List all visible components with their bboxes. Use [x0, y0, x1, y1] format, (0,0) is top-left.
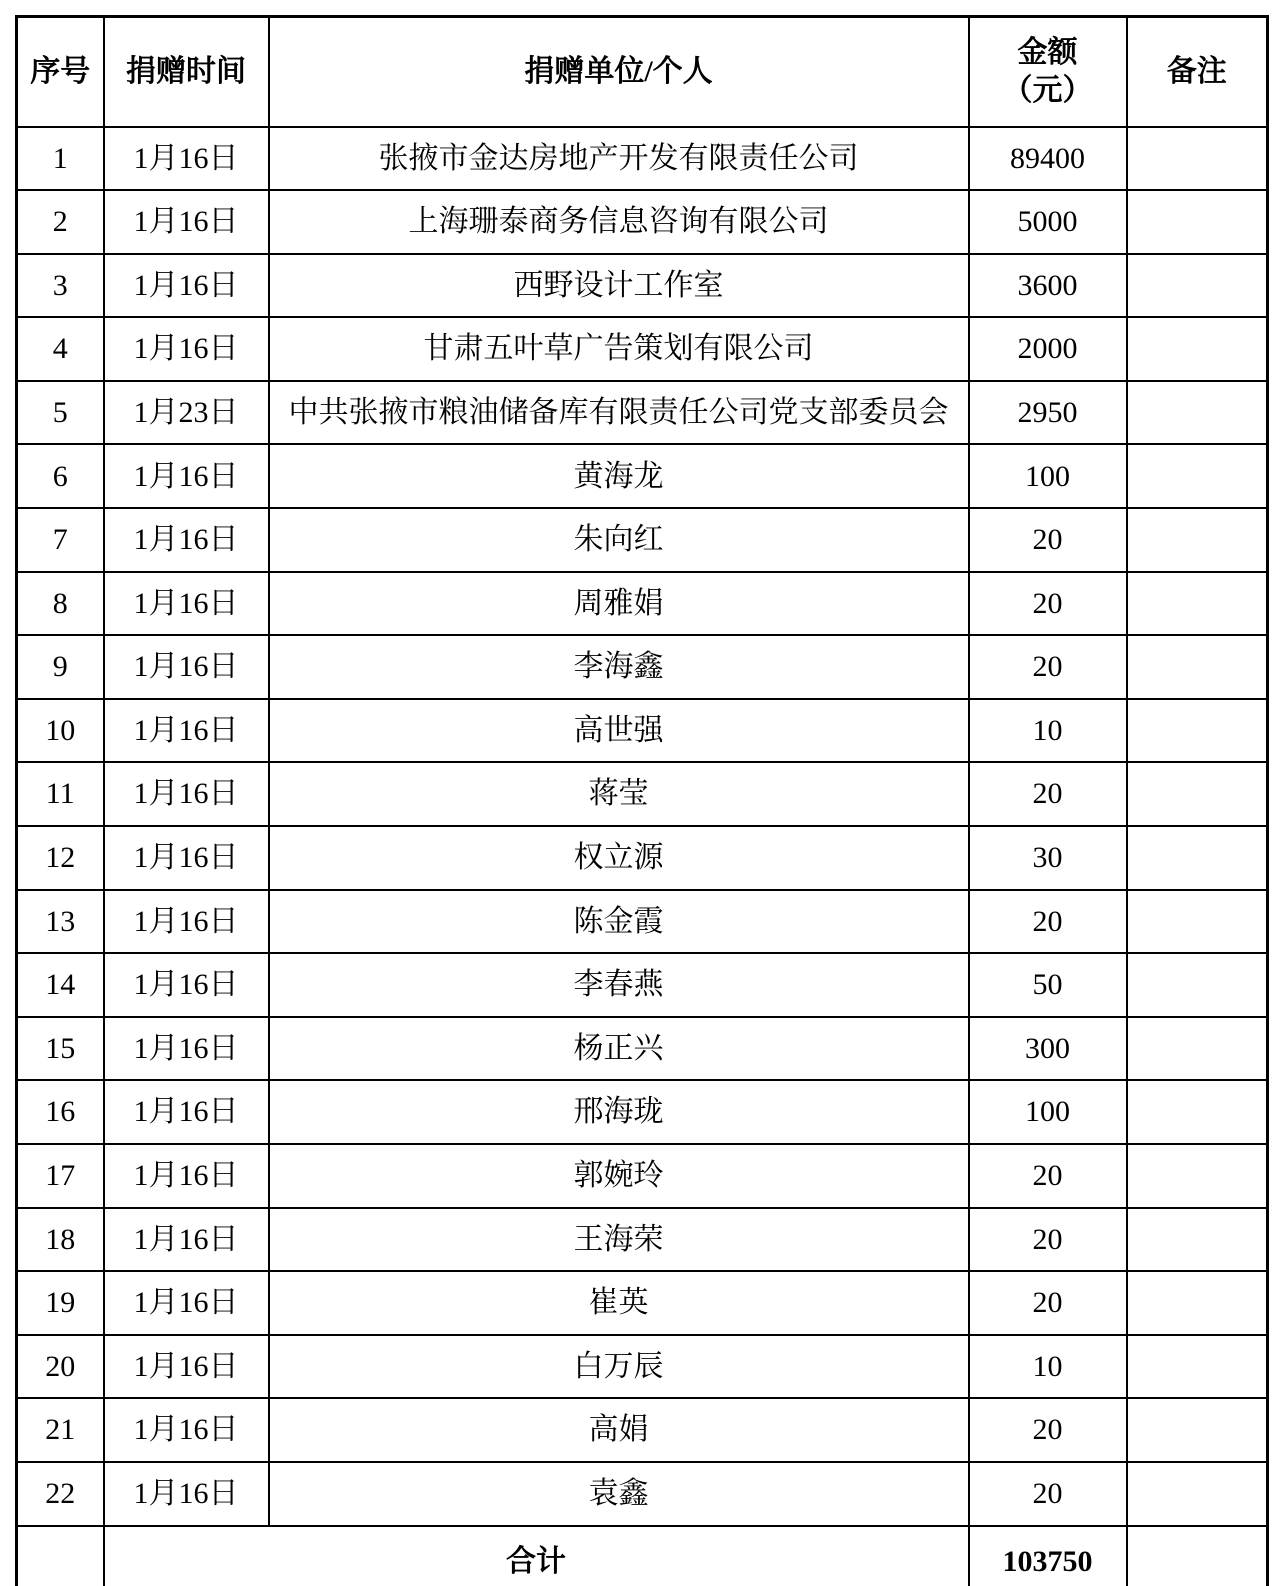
table-row — [17, 1080, 1268, 1144]
table-row — [17, 1144, 1268, 1208]
table-row — [17, 381, 1268, 445]
note-cell — [1127, 508, 1268, 572]
donation-date: 1月16日 — [104, 762, 269, 826]
amount-value: 20 — [969, 572, 1127, 636]
amount-value: 20 — [969, 1398, 1127, 1462]
donor-name: 崔英 — [269, 1271, 969, 1335]
row-index: 18 — [17, 1208, 104, 1272]
note-cell — [1127, 699, 1268, 763]
total-label: 合计 — [104, 1526, 969, 1586]
amount-value: 30 — [969, 826, 1127, 890]
row-index: 5 — [17, 381, 104, 445]
row-index: 9 — [17, 635, 104, 699]
row-index: 1 — [17, 127, 104, 191]
note-cell — [1127, 1271, 1268, 1335]
donation-date: 1月16日 — [104, 1462, 269, 1526]
row-index: 16 — [17, 1080, 104, 1144]
amount-value: 20 — [969, 508, 1127, 572]
donor-name: 蒋莹 — [269, 762, 969, 826]
donation-date: 1月16日 — [104, 190, 269, 254]
donor-name: 郭婉玲 — [269, 1144, 969, 1208]
donation-date: 1月23日 — [104, 381, 269, 445]
row-index: 8 — [17, 572, 104, 636]
amount-value: 300 — [969, 1017, 1127, 1081]
col-header-index: 序号 — [17, 17, 104, 127]
donor-name: 上海珊泰商务信息咨询有限公司 — [269, 190, 969, 254]
note-cell — [1127, 381, 1268, 445]
donor-name: 李海鑫 — [269, 635, 969, 699]
row-index: 21 — [17, 1398, 104, 1462]
donor-name: 白万辰 — [269, 1335, 969, 1399]
row-index: 3 — [17, 254, 104, 318]
amount-value: 2950 — [969, 381, 1127, 445]
amount-value: 5000 — [969, 190, 1127, 254]
donation-date: 1月16日 — [104, 1017, 269, 1081]
table-row — [17, 1017, 1268, 1081]
donation-date: 1月16日 — [104, 254, 269, 318]
donor-name: 高娟 — [269, 1398, 969, 1462]
header-row — [17, 17, 1268, 127]
donor-name: 中共张掖市粮油储备库有限责任公司党支部委员会 — [269, 381, 969, 445]
note-cell — [1127, 254, 1268, 318]
amount-value: 10 — [969, 1335, 1127, 1399]
note-cell — [1127, 1398, 1268, 1462]
table-row — [17, 317, 1268, 381]
table-row — [17, 635, 1268, 699]
table-row — [17, 1462, 1268, 1526]
table-row — [17, 1398, 1268, 1462]
note-cell — [1127, 1462, 1268, 1526]
note-cell — [1127, 1335, 1268, 1399]
donation-date: 1月16日 — [104, 953, 269, 1017]
note-cell — [1127, 317, 1268, 381]
donor-name: 甘肃五叶草广告策划有限公司 — [269, 317, 969, 381]
note-cell — [1127, 572, 1268, 636]
amount-header-label: 金额 — [1017, 36, 1078, 70]
row-index: 12 — [17, 826, 104, 890]
donor-name: 周雅娟 — [269, 572, 969, 636]
amount-value: 20 — [969, 1462, 1127, 1526]
col-header-donor: 捐赠单位/个人 — [269, 17, 969, 127]
col-header-date: 捐赠时间 — [104, 17, 269, 127]
donation-date: 1月16日 — [104, 508, 269, 572]
note-cell — [1127, 127, 1268, 191]
amount-value: 50 — [969, 953, 1127, 1017]
note-cell — [1127, 890, 1268, 954]
donation-date: 1月16日 — [104, 1208, 269, 1272]
donation-date: 1月16日 — [104, 572, 269, 636]
row-index: 2 — [17, 190, 104, 254]
donation-table — [15, 15, 1269, 1586]
row-index: 20 — [17, 1335, 104, 1399]
donation-date: 1月16日 — [104, 127, 269, 191]
amount-value: 100 — [969, 444, 1127, 508]
donation-date: 1月16日 — [104, 890, 269, 954]
donor-name: 邢海珑 — [269, 1080, 969, 1144]
row-index: 4 — [17, 317, 104, 381]
table-row — [17, 508, 1268, 572]
donation-date: 1月16日 — [104, 699, 269, 763]
row-index: 6 — [17, 444, 104, 508]
note-cell — [1127, 762, 1268, 826]
note-cell — [1127, 190, 1268, 254]
amount-value: 89400 — [969, 127, 1127, 191]
row-index: 11 — [17, 762, 104, 826]
table-row — [17, 127, 1268, 191]
row-index: 7 — [17, 508, 104, 572]
table-row — [17, 1335, 1268, 1399]
table-row — [17, 1208, 1268, 1272]
total-index-empty — [17, 1526, 104, 1586]
amount-value: 20 — [969, 762, 1127, 826]
row-index: 22 — [17, 1462, 104, 1526]
donation-date: 1月16日 — [104, 1144, 269, 1208]
table-row — [17, 572, 1268, 636]
col-header-amount — [969, 17, 1127, 127]
table-row — [17, 254, 1268, 318]
donation-date: 1月16日 — [104, 1271, 269, 1335]
table-row — [17, 699, 1268, 763]
row-index: 19 — [17, 1271, 104, 1335]
row-index: 17 — [17, 1144, 104, 1208]
amount-value: 20 — [969, 635, 1127, 699]
table-row — [17, 762, 1268, 826]
table-row — [17, 190, 1268, 254]
donation-date: 1月16日 — [104, 826, 269, 890]
amount-value: 20 — [969, 1271, 1127, 1335]
row-index: 10 — [17, 699, 104, 763]
donor-name: 高世强 — [269, 699, 969, 763]
amount-value: 20 — [969, 1144, 1127, 1208]
donation-date: 1月16日 — [104, 635, 269, 699]
donation-date: 1月16日 — [104, 1080, 269, 1144]
amount-value: 20 — [969, 1208, 1127, 1272]
table-row — [17, 444, 1268, 508]
note-cell — [1127, 444, 1268, 508]
donor-name: 袁鑫 — [269, 1462, 969, 1526]
col-header-note: 备注 — [1127, 17, 1268, 127]
note-cell — [1127, 826, 1268, 890]
donor-name: 杨正兴 — [269, 1017, 969, 1081]
donor-name: 张掖市金达房地产开发有限责任公司 — [269, 127, 969, 191]
donor-name: 西野设计工作室 — [269, 254, 969, 318]
total-note-empty — [1127, 1526, 1268, 1586]
amount-value: 100 — [969, 1080, 1127, 1144]
amount-value: 20 — [969, 890, 1127, 954]
table-row — [17, 890, 1268, 954]
amount-header-unit: （元） — [1002, 73, 1093, 107]
amount-value: 3600 — [969, 254, 1127, 318]
donation-date: 1月16日 — [104, 317, 269, 381]
donation-date: 1月16日 — [104, 444, 269, 508]
table-row — [17, 953, 1268, 1017]
amount-value: 2000 — [969, 317, 1127, 381]
note-cell — [1127, 953, 1268, 1017]
note-cell — [1127, 635, 1268, 699]
donor-name: 朱向红 — [269, 508, 969, 572]
row-index: 13 — [17, 890, 104, 954]
donor-name: 李春燕 — [269, 953, 969, 1017]
note-cell — [1127, 1144, 1268, 1208]
donor-name: 陈金霞 — [269, 890, 969, 954]
note-cell — [1127, 1208, 1268, 1272]
donor-name: 王海荣 — [269, 1208, 969, 1272]
total-amount: 103750 — [969, 1526, 1127, 1586]
donor-name: 权立源 — [269, 826, 969, 890]
donor-name: 黄海龙 — [269, 444, 969, 508]
total-row — [17, 1526, 1268, 1586]
table-row — [17, 1271, 1268, 1335]
table-row — [17, 826, 1268, 890]
table-body — [17, 127, 1268, 1526]
note-cell — [1127, 1017, 1268, 1081]
donation-date: 1月16日 — [104, 1398, 269, 1462]
donation-date: 1月16日 — [104, 1335, 269, 1399]
row-index: 15 — [17, 1017, 104, 1081]
amount-value: 10 — [969, 699, 1127, 763]
row-index: 14 — [17, 953, 104, 1017]
note-cell — [1127, 1080, 1268, 1144]
